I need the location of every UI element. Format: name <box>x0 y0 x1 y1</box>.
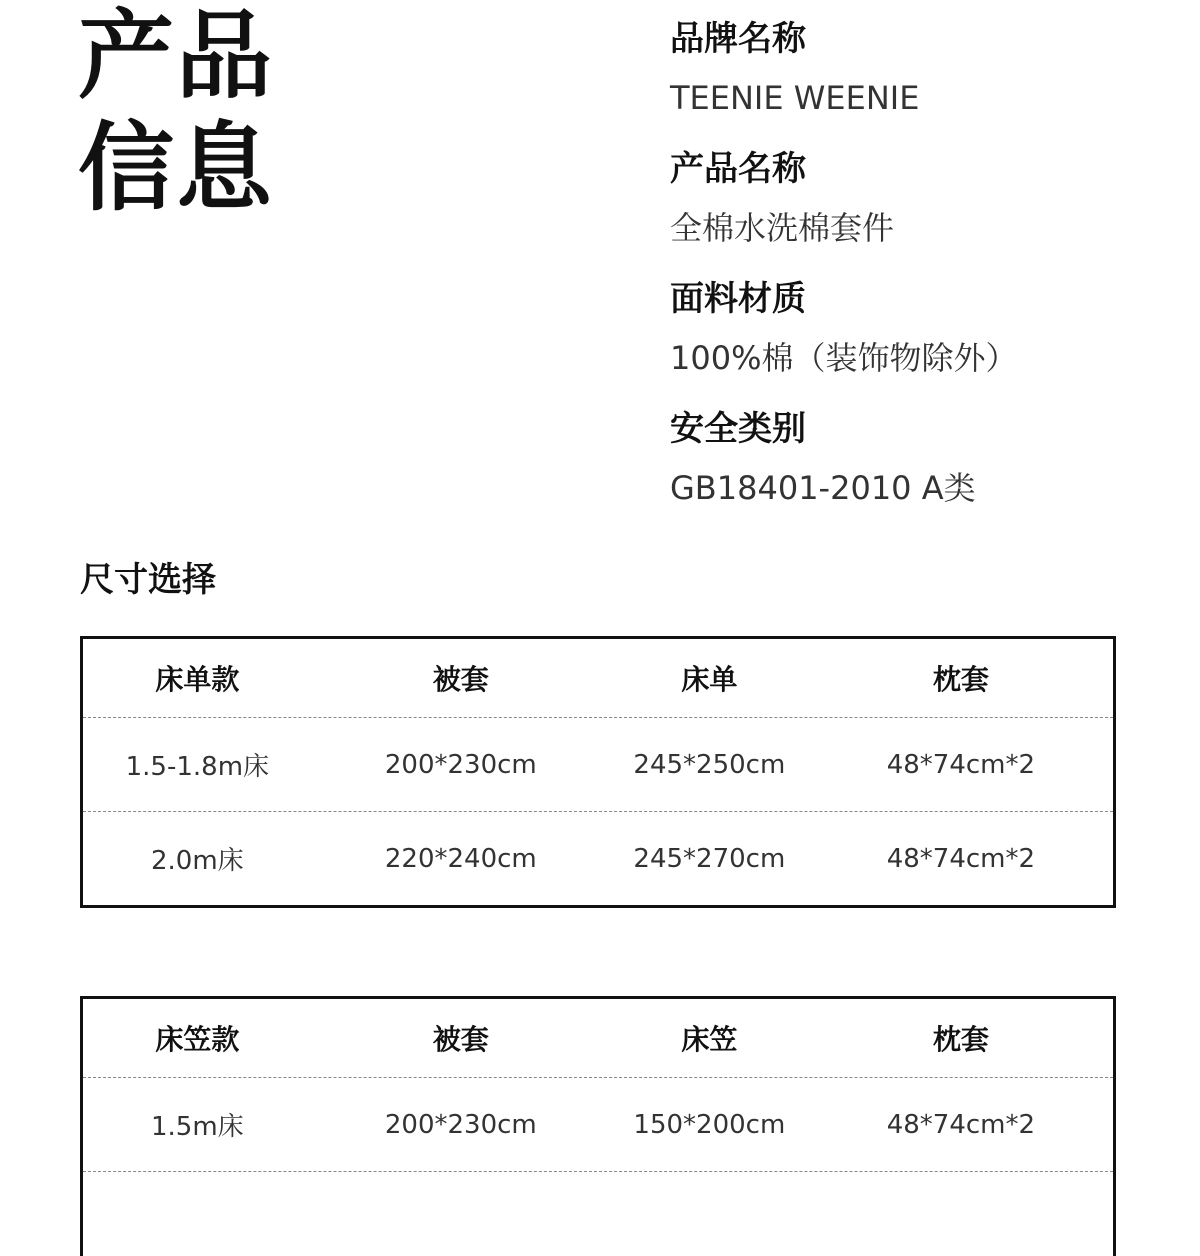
table-header-row <box>83 639 1113 718</box>
table-header-cell: 被套 <box>432 1023 489 1056</box>
safety-value: GB18401-2010 A类 <box>670 469 976 507</box>
table-cell: 48*74cm*2 <box>886 1109 1036 1140</box>
fitted-sheet-size-table <box>80 996 1116 1256</box>
table-cell: 245*270cm <box>633 843 786 874</box>
brand-label: 品牌名称 <box>670 19 806 59</box>
table-header-cell: 被套 <box>432 663 489 696</box>
table-cell: 200*230cm <box>384 749 537 780</box>
page-title-line1: 产品 <box>78 0 274 112</box>
table-header-cell: 床笠款 <box>155 1023 240 1056</box>
table-header-cell: 枕套 <box>932 1023 989 1056</box>
material-value: 100%棉（装饰物除外） <box>670 339 1018 377</box>
table-header-cell: 床单 <box>681 663 738 696</box>
table-cell: 245*250cm <box>633 749 786 780</box>
table-cell: 1.5m床 <box>150 1112 244 1142</box>
table-header-cell: 枕套 <box>932 663 989 696</box>
brand-value: TEENIE WEENIE <box>670 79 920 117</box>
product-name-value: 全棉水洗棉套件 <box>670 209 895 247</box>
table-row <box>83 1078 1113 1172</box>
table-cell: 48*74cm*2 <box>886 843 1036 874</box>
material-label: 面料材质 <box>670 279 806 319</box>
flat-sheet-size-table <box>80 636 1116 908</box>
table-cell: 220*240cm <box>384 843 537 874</box>
table-row <box>83 718 1113 812</box>
product-info-list <box>670 12 1170 532</box>
product-name-label: 产品名称 <box>670 149 806 189</box>
table-cell: 48*74cm*2 <box>886 749 1036 780</box>
table-header-row <box>83 999 1113 1078</box>
table-header-cell: 床单款 <box>155 663 240 696</box>
page-title <box>78 0 274 224</box>
table-row <box>83 812 1113 905</box>
page-title-line2: 信息 <box>78 112 274 224</box>
size-section-title: 尺寸选择 <box>80 560 216 600</box>
table-cell: 200*230cm <box>384 1109 537 1140</box>
table-cell: 2.0m床 <box>150 846 244 876</box>
table-cell: 150*200cm <box>633 1109 786 1140</box>
safety-label: 安全类别 <box>670 409 806 449</box>
table-header-cell: 床笠 <box>681 1023 738 1056</box>
table-cell: 1.5-1.8m床 <box>125 752 270 782</box>
